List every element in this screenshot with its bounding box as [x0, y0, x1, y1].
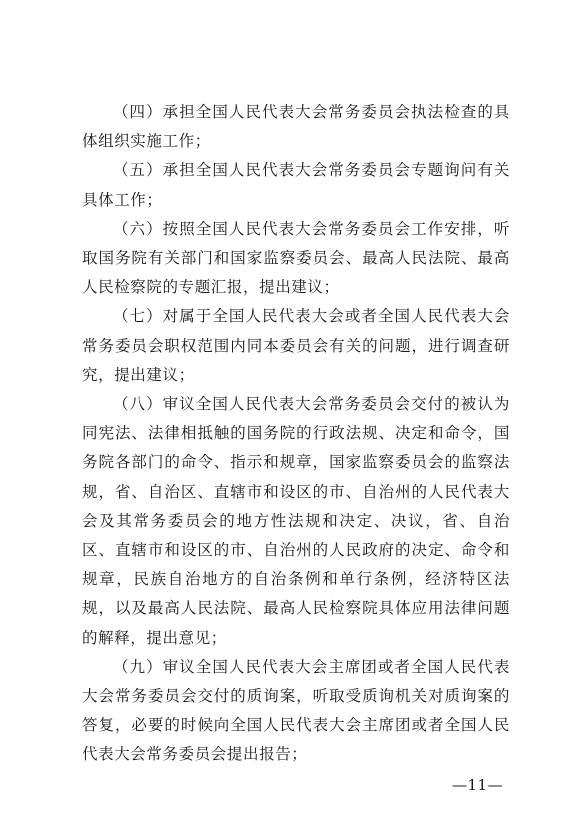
page-number: —11—	[452, 776, 504, 794]
paragraph-item-6: （六）按照全国人民代表大会常务委员会工作安排，听取国务院有关部门和国家监察委员会、最高人民法院、最高人民检察院的专题汇报，提出建议；	[82, 219, 510, 297]
paragraph-item-9: （九）审议全国人民代表大会主席团或者全国人民代表大会常务委员会交付的质询案，听取受质询机关对质询案的答复，必要的时候向全国人民代表大会主席团或者全国人民代表大会常务委员会提出报告；	[82, 657, 510, 764]
paragraph-item-5: （五）承担全国人民代表大会常务委员会专题询问有关具体工作；	[82, 161, 510, 209]
paragraph-item-4: （四）承担全国人民代表大会常务委员会执法检查的具体组织实施工作；	[82, 103, 510, 151]
document-body	[82, 98, 510, 770]
paragraph-item-8: （八）审议全国人民代表大会常务委员会交付的被认为同宪法、法律相抵触的国务院的行政法规、决定和命令，国务院各部门的命令、指示和规章，国家监察委员会的监察法规，省、自治区、直辖市和设区的市、自治州的人民代表大会及其常务委员会的地方性法规和决定、决议，省、自治区、直辖市和设区的市、自治州的人民政府的决定、命令和规章，民族自治地方的自治条例和单行条例，经济特区法规，以及最高人民法院、最高人民检察院具体应用法律问题的解释，提出意见；	[82, 395, 510, 647]
paragraph-item-7: （七）对属于全国人民代表大会或者全国人民代表大会常务委员会职权范围内同本委员会有关的问题，进行调查研究，提出建议；	[82, 307, 510, 384]
